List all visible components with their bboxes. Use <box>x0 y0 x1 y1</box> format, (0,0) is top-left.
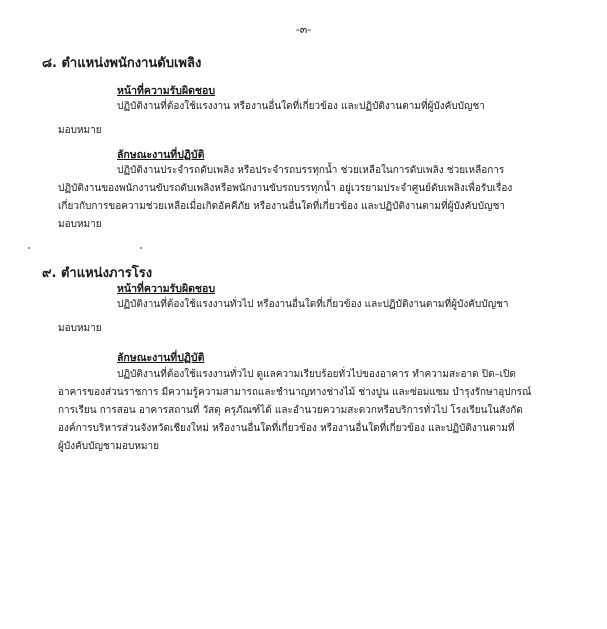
page-number: -๓- <box>295 23 312 36</box>
section-title-firefighter: ๘. ตำแหน่งพนักงานดับเพลิง <box>42 56 202 71</box>
section-title-janitor: ๙. ตำแหน่งภารโรง <box>42 266 153 281</box>
text-line: ปฏิบัติงานของพนักงานขับรถดับเพลิงหรือพนักงานขับรถบรรทุกน้ำ อยู่เวรยามประจำศูนย์ดับเพลิงเพื่อรับเรื่อง <box>58 183 513 194</box>
text-line: ผู้บังคับบัญชามอบหมาย <box>58 441 160 452</box>
subheading-job-description: ลักษณะงานที่ปฏิบัติ <box>117 352 205 364</box>
text-line: มอบหมาย <box>58 219 102 230</box>
text-line: มอบหมาย <box>58 323 102 334</box>
text-line: การเรียน การสอน อาคารสถานที่ วัสดุ ครุภัณฑ์ได้ และอำนวยความสะดวกหรือบริการทั่วไป โรงเรียนในสังกัด <box>58 405 523 416</box>
subheading-job-description: ลักษณะงานที่ปฏิบัติ <box>117 149 205 161</box>
text-line: ปฏิบัติงานที่ต้องใช้แรงงานทั่วไป ดูแลความเรียบร้อยทั่วไปของอาคาร ทำความสะอาด ปิด–เปิด <box>117 369 516 380</box>
paragraph-responsibilities <box>58 296 558 338</box>
text-line: อาคารของส่วนราชการ มีความรู้ความสามารถและชำนาญทางช่างไม้ ช่างปูน และซ่อมแซม บำรุงรักษาอุปกรณ์ <box>58 387 532 398</box>
text-line: องค์การบริหารส่วนจังหวัดเชียงใหม่ หรืองานอื่นใดที่เกี่ยวข้อง หรืองานอื่นใดที่เกี่ยวข้อง และปฏิบัติงานตามที่ <box>58 423 515 434</box>
text-line: ปฏิบัติงานที่ต้องใช้แรงงานทั่วไป หรืองานอื่นใดที่เกี่ยวข้อง และปฏิบัติงานตามที่ผู้บังคับบัญชา <box>117 299 509 310</box>
scan-speck <box>140 247 142 249</box>
text-line: เกี่ยวกับการขอความช่วยเหลือเมื่อเกิดอัคคีภัย หรืองานอื่นใดที่เกี่ยวข้อง และปฏิบัติงานตามที่ผู้บังคับบัญชา <box>58 201 505 212</box>
paragraph-responsibilities <box>58 98 558 140</box>
text-line: ปฏิบัติงานที่ต้องใช้แรงงาน หรืองานอื่นใดที่เกี่ยวข้อง และปฏิบัติงานตามที่ผู้บังคับบัญชา <box>117 101 485 112</box>
scan-speck <box>28 247 30 249</box>
text-line: ปฏิบัติงานประจำรถดับเพลิง หรือประจำรถบรรทุกน้ำ ช่วยเหลือในการดับเพลิง ช่วยเหลือการ <box>117 165 505 176</box>
subheading-responsibilities: หน้าที่ความรับผิดชอบ <box>117 85 216 97</box>
paragraph-job-description <box>58 162 558 234</box>
subheading-responsibilities: หน้าที่ความรับผิดชอบ <box>117 283 216 295</box>
paragraph-job-description <box>58 366 558 456</box>
text-line: มอบหมาย <box>58 125 102 136</box>
